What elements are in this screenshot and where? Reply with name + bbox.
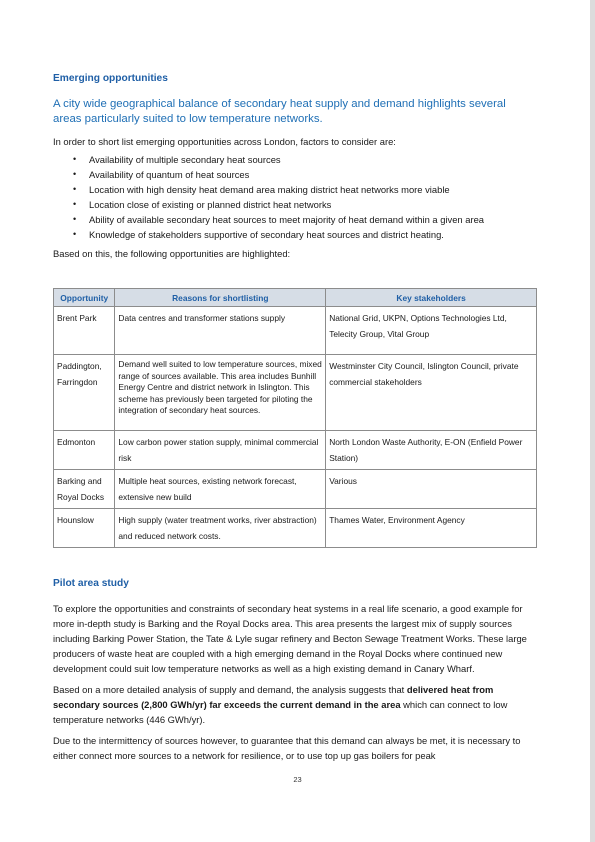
table-row xyxy=(54,307,537,355)
list-item: • Knowledge of stakeholders supportive of secondary heat sources and district heating. xyxy=(73,229,444,240)
opportunity-cell: Paddington, Farringdon xyxy=(54,355,115,431)
pilot-section xyxy=(53,577,536,763)
reasons-cell: High supply (water treatment works, river abstraction) and reduced network costs. xyxy=(115,509,326,548)
table-row xyxy=(54,355,537,431)
header-opportunity: Opportunity xyxy=(54,289,115,307)
table-header-row xyxy=(54,289,537,307)
reasons-cell: Low carbon power station supply, minimal commercial risk xyxy=(115,431,326,470)
bullet-icon: • xyxy=(73,199,77,209)
pilot-paragraph-3: Due to the intermittency of sources however, to guarantee that this demand can always be met, it is necessary to either connect more sources to a network for resilience, or to use top up gas boilers for peak xyxy=(53,735,521,761)
opportunity-cell: Brent Park xyxy=(54,307,115,355)
emerging-opportunities-heading: Emerging opportunities xyxy=(53,73,168,84)
page-content xyxy=(53,72,536,763)
stakeholders-cell: Thames Water, Environment Agency xyxy=(326,509,537,548)
stakeholders-cell: Westminster City Council, Islington Council, private commercial stakeholders xyxy=(326,355,537,431)
bullet-icon: • xyxy=(73,184,77,194)
opportunity-cell: Barking and Royal Docks xyxy=(54,470,115,509)
bullet-icon: • xyxy=(73,214,77,224)
list-item: • Availability of multiple secondary heat sources xyxy=(73,154,281,165)
stakeholders-cell: National Grid, UKPN, Options Technologies Ltd, Telecity Group, Vital Group xyxy=(326,307,537,355)
factors-list xyxy=(53,152,536,242)
header-reasons: Reasons for shortlisting xyxy=(115,289,326,307)
pilot-paragraph-2: Based on a more detailed analysis of supply and demand, the analysis suggests that delivered heat from secondary sources (2,800 GWh/yr) far exceeds the current demand in the area which can connect to low temperature networks (446 GWh/yr). xyxy=(53,684,508,725)
table-row xyxy=(54,470,537,509)
reasons-cell: Multiple heat sources, existing network forecast, extensive new build xyxy=(115,470,326,509)
header-stakeholders: Key stakeholders xyxy=(326,289,537,307)
stakeholders-cell: North London Waste Authority, E-ON (Enfield Power Station) xyxy=(326,431,537,470)
reasons-cell: Demand well suited to low temperature sources, mixed range of sources available. This area includes Bunhill Energy Centre and district network in Islington. This scheme has previously been targeted for piloting the integration of secondary heat sources. xyxy=(115,355,326,431)
list-item: • Ability of available secondary heat sources to meet majority of heat demand within a given area xyxy=(73,214,485,225)
emerging-lead-text: A city wide geographical balance of secondary heat supply and demand highlights several areas particularly suited to low temperature networks. xyxy=(53,98,506,125)
stakeholders-cell: Various xyxy=(326,470,537,509)
pilot-paragraph-1: To explore the opportunities and constraints of secondary heat systems in a real life scenario, a good example for more in-depth study is Barking and the Royal Docks area. This area presents the largest mix of supply sources including Barking Power Station, the Tate & Lyle sugar refinery and Becton Sewage Treatment Works. These large producers of waste heat are coupled with a high emerging demand in the Royal Docks where continued new development could suit low temperature networks as well as a high existing demand in Canary Wharf. xyxy=(53,603,527,674)
list-item: • Location close of existing or planned district heat networks xyxy=(73,199,332,210)
page-number: 23 xyxy=(293,775,302,784)
list-item: • Availability of quantum of heat sources xyxy=(73,169,250,180)
page-edge xyxy=(590,0,595,842)
bullet-icon: • xyxy=(73,169,77,179)
bullet-icon: • xyxy=(73,229,77,239)
reasons-cell: Data centres and transformer stations supply xyxy=(115,307,326,355)
opportunity-cell: Edmonton xyxy=(54,431,115,470)
emphasis-text: delivered heat from secondary sources (2,800 GWh/yr) far exceeds the current demand in the area xyxy=(53,684,494,710)
bullet-icon: • xyxy=(73,154,77,164)
opportunities-table xyxy=(53,288,537,548)
emerging-intro: In order to short list emerging opportunities across London, factors to consider are: xyxy=(53,136,396,147)
list-item: • Location with high density heat demand area making district heat networks more viable xyxy=(73,184,450,195)
table-row xyxy=(54,431,537,470)
opportunity-cell: Hounslow xyxy=(54,509,115,548)
pilot-area-heading: Pilot area study xyxy=(53,578,129,589)
highlighted-intro: Based on this, the following opportunities are highlighted: xyxy=(53,248,291,259)
table-row xyxy=(54,509,537,548)
